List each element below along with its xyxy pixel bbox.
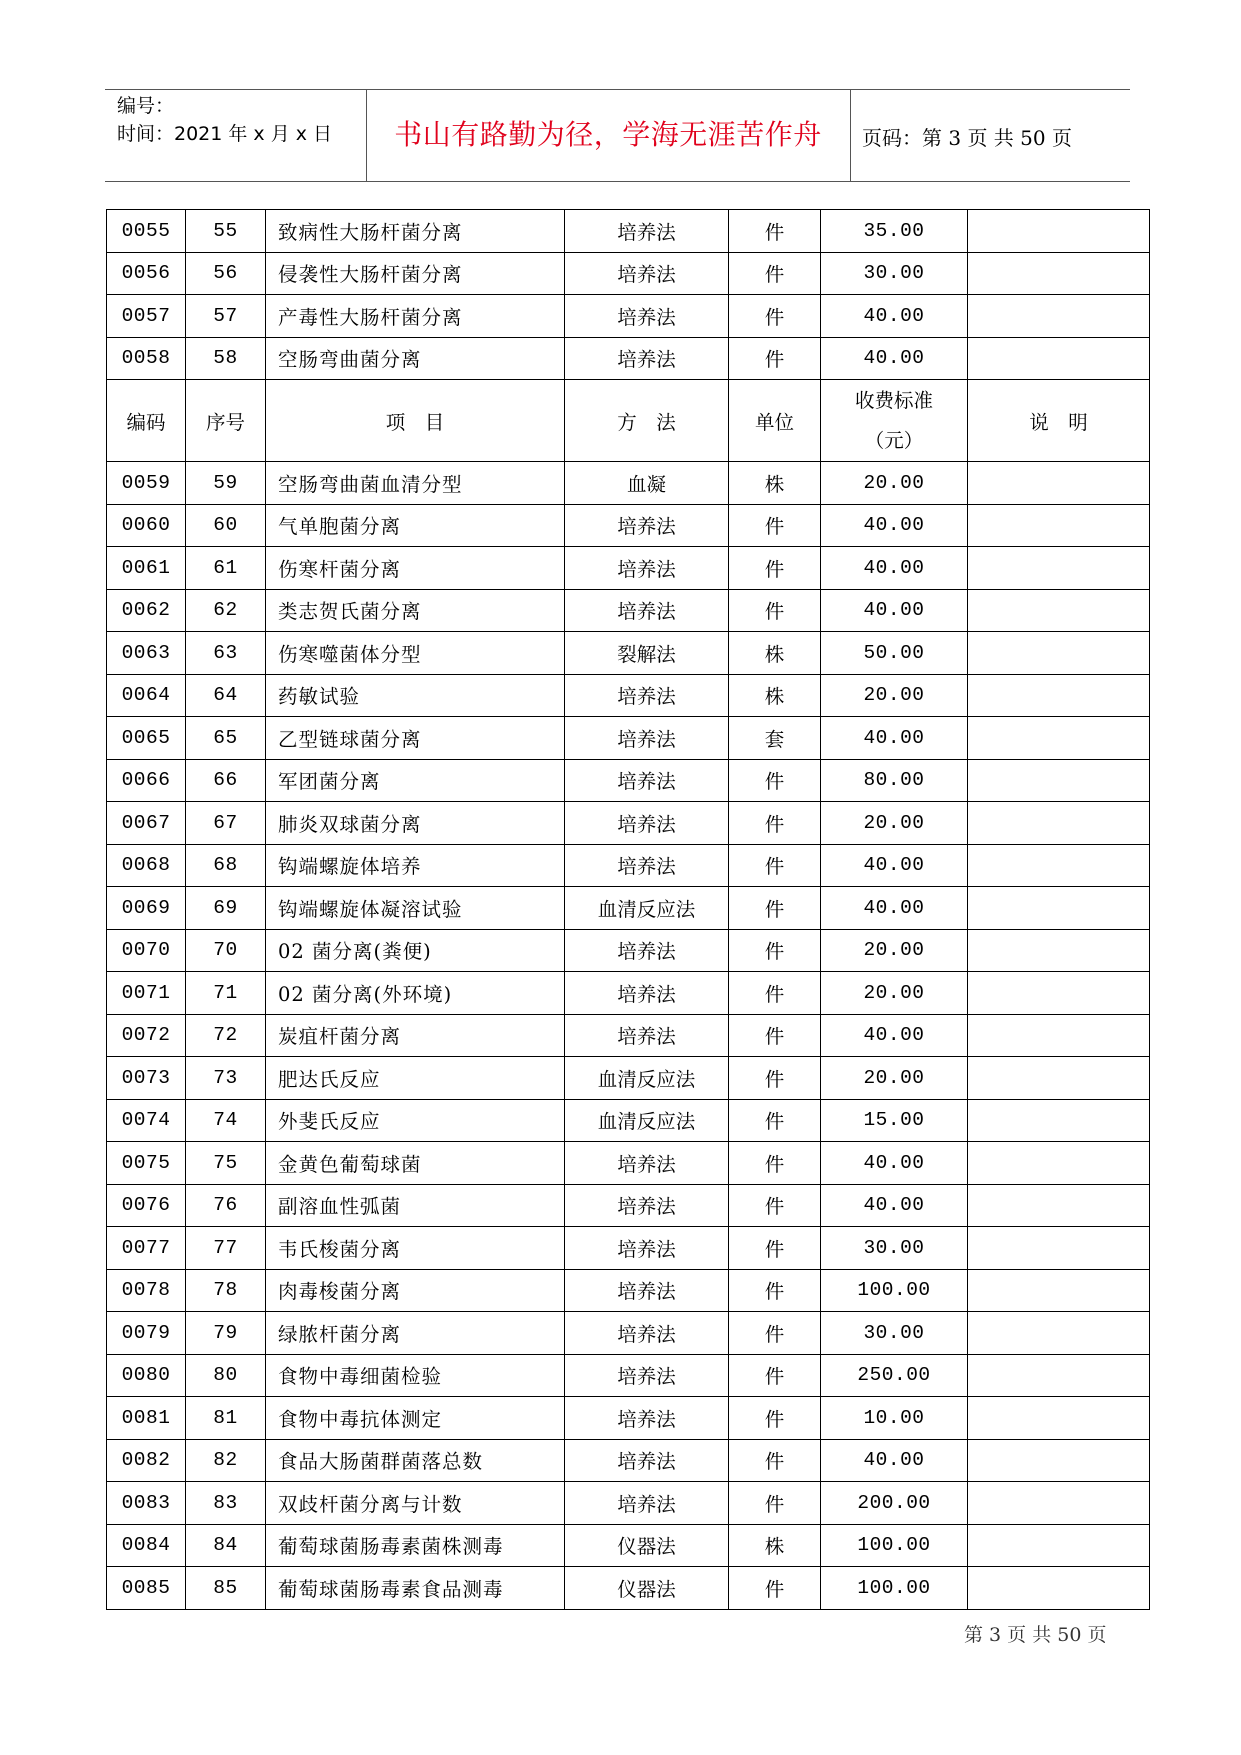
cell-seq: 59: [186, 462, 266, 505]
cell-method: 培养法: [565, 1354, 729, 1397]
table-row: [107, 1354, 1150, 1397]
cell-seq: 75: [186, 1142, 266, 1185]
cell-method: 培养法: [565, 674, 729, 717]
table-row: [107, 1524, 1150, 1567]
cell-note: [968, 844, 1150, 887]
table-row: [107, 1057, 1150, 1100]
cell-fee: 80.00: [821, 759, 968, 802]
cell-seq: 69: [186, 887, 266, 930]
cell-unit: 件: [729, 1142, 821, 1185]
cell-seq: 60: [186, 504, 266, 547]
cell-item: 军团菌分离: [266, 759, 565, 802]
cell-fee: 100.00: [821, 1567, 968, 1610]
cell-seq: 55: [186, 210, 266, 253]
cell-item: 食物中毒细菌检验: [266, 1354, 565, 1397]
cell-unit: 件: [729, 887, 821, 930]
cell-method: 培养法: [565, 1269, 729, 1312]
cell-code: 0062: [107, 589, 186, 632]
cell-code: 0074: [107, 1099, 186, 1142]
fee-table: [106, 209, 1150, 1610]
cell-unit: 件: [729, 295, 821, 338]
cell-fee: 35.00: [821, 210, 968, 253]
cell-note: [968, 295, 1150, 338]
cell-code: 0080: [107, 1354, 186, 1397]
cell-note: [968, 462, 1150, 505]
cell-note: [968, 1312, 1150, 1355]
cell-fee: 30.00: [821, 1227, 968, 1270]
cell-seq: 79: [186, 1312, 266, 1355]
col-header-code: 编码: [107, 380, 186, 462]
cell-unit: 株: [729, 1524, 821, 1567]
cell-method: 血清反应法: [565, 1099, 729, 1142]
cell-code: 0058: [107, 337, 186, 380]
cell-fee: 200.00: [821, 1482, 968, 1525]
cell-seq: 82: [186, 1439, 266, 1482]
cell-seq: 63: [186, 632, 266, 675]
cell-fee: 40.00: [821, 1014, 968, 1057]
cell-method: 仪器法: [565, 1524, 729, 1567]
cell-unit: 件: [729, 929, 821, 972]
cell-method: 培养法: [565, 1142, 729, 1185]
table-body-top: [107, 210, 1150, 380]
col-header-method-text: 方 法: [617, 410, 676, 434]
cell-seq: 85: [186, 1567, 266, 1610]
number-label: 编号：: [117, 95, 175, 117]
table-row: [107, 1439, 1150, 1482]
cell-seq: 74: [186, 1099, 266, 1142]
cell-item: 钩端螺旋体凝溶试验: [266, 887, 565, 930]
cell-note: [968, 887, 1150, 930]
cell-item: 外斐氏反应: [266, 1099, 565, 1142]
table-row: [107, 1184, 1150, 1227]
cell-unit: 套: [729, 717, 821, 760]
cell-method: 血凝: [565, 462, 729, 505]
cell-item: 空肠弯曲菌分离: [266, 337, 565, 380]
cell-code: 0069: [107, 887, 186, 930]
cell-method: 培养法: [565, 1184, 729, 1227]
cell-unit: 件: [729, 802, 821, 845]
cell-fee: 250.00: [821, 1354, 968, 1397]
cell-note: [968, 1397, 1150, 1440]
cell-note: [968, 1354, 1150, 1397]
cell-unit: 件: [729, 1397, 821, 1440]
cell-note: [968, 802, 1150, 845]
cell-item: 葡萄球菌肠毒素菌株测毒: [266, 1524, 565, 1567]
cell-method: 培养法: [565, 210, 729, 253]
cell-fee: 40.00: [821, 504, 968, 547]
cell-unit: 株: [729, 462, 821, 505]
cell-fee: 100.00: [821, 1524, 968, 1567]
cell-note: [968, 1014, 1150, 1057]
cell-note: [968, 1227, 1150, 1270]
table-row: [107, 844, 1150, 887]
cell-unit: 件: [729, 1354, 821, 1397]
cell-item: 气单胞菌分离: [266, 504, 565, 547]
cell-item: 食品大肠菌群菌落总数: [266, 1439, 565, 1482]
cell-item: 肺炎双球菌分离: [266, 802, 565, 845]
cell-unit: 件: [729, 1269, 821, 1312]
cell-method: 血清反应法: [565, 1057, 729, 1100]
cell-item: 侵袭性大肠杆菌分离: [266, 252, 565, 295]
table-row: [107, 295, 1150, 338]
cell-code: 0077: [107, 1227, 186, 1270]
cell-note: [968, 1524, 1150, 1567]
table-row: [107, 504, 1150, 547]
cell-note: [968, 547, 1150, 590]
cell-item: 钩端螺旋体培养: [266, 844, 565, 887]
cell-item: 炭疽杆菌分离: [266, 1014, 565, 1057]
cell-seq: 72: [186, 1014, 266, 1057]
table-row: [107, 929, 1150, 972]
cell-method: 培养法: [565, 589, 729, 632]
header-top-rule: [105, 89, 1130, 90]
cell-method: 血清反应法: [565, 887, 729, 930]
cell-code: 0070: [107, 929, 186, 972]
cell-item: 肉毒梭菌分离: [266, 1269, 565, 1312]
cell-seq: 73: [186, 1057, 266, 1100]
cell-item: 药敏试验: [266, 674, 565, 717]
cell-fee: 20.00: [821, 1057, 968, 1100]
cell-item: 食物中毒抗体测定: [266, 1397, 565, 1440]
col-header-method: [565, 380, 729, 462]
table-row: [107, 1227, 1150, 1270]
col-header-fee: [821, 380, 968, 462]
col-header-unit: 单位: [729, 380, 821, 462]
table-row: [107, 1482, 1150, 1525]
cell-item: 02 菌分离(外环境): [266, 972, 565, 1015]
cell-code: 0073: [107, 1057, 186, 1100]
cell-note: [968, 1439, 1150, 1482]
cell-note: [968, 210, 1150, 253]
cell-fee: 40.00: [821, 1439, 968, 1482]
cell-method: 培养法: [565, 1227, 729, 1270]
table-row: [107, 589, 1150, 632]
col-header-fee-line2: （元）: [864, 428, 924, 452]
table-row: [107, 717, 1150, 760]
cell-seq: 81: [186, 1397, 266, 1440]
cell-note: [968, 337, 1150, 380]
cell-note: [968, 1142, 1150, 1185]
cell-code: 0082: [107, 1439, 186, 1482]
cell-seq: 70: [186, 929, 266, 972]
table-row: [107, 887, 1150, 930]
table-header-row-group: [107, 380, 1150, 462]
table-row: [107, 1269, 1150, 1312]
cell-seq: 64: [186, 674, 266, 717]
cell-fee: 30.00: [821, 1312, 968, 1355]
table-row: [107, 1567, 1150, 1610]
cell-method: 培养法: [565, 1482, 729, 1525]
cell-item: 副溶血性弧菌: [266, 1184, 565, 1227]
cell-code: 0068: [107, 844, 186, 887]
cell-code: 0085: [107, 1567, 186, 1610]
cell-fee: 40.00: [821, 337, 968, 380]
col-header-item: [266, 380, 565, 462]
cell-seq: 56: [186, 252, 266, 295]
cell-code: 0078: [107, 1269, 186, 1312]
cell-method: 培养法: [565, 717, 729, 760]
table-row: [107, 632, 1150, 675]
cell-seq: 71: [186, 972, 266, 1015]
cell-unit: 件: [729, 504, 821, 547]
table-row: [107, 1312, 1150, 1355]
cell-code: 0075: [107, 1142, 186, 1185]
cell-fee: 20.00: [821, 674, 968, 717]
cell-fee: 40.00: [821, 589, 968, 632]
table-row: [107, 972, 1150, 1015]
cell-method: 培养法: [565, 252, 729, 295]
cell-code: 0071: [107, 972, 186, 1015]
cell-item: 空肠弯曲菌血清分型: [266, 462, 565, 505]
cell-code: 0083: [107, 1482, 186, 1525]
cell-method: 培养法: [565, 1397, 729, 1440]
cell-unit: 件: [729, 1482, 821, 1525]
cell-seq: 61: [186, 547, 266, 590]
cell-code: 0065: [107, 717, 186, 760]
cell-seq: 80: [186, 1354, 266, 1397]
cell-method: 培养法: [565, 1312, 729, 1355]
cell-code: 0066: [107, 759, 186, 802]
cell-item: 金黄色葡萄球菌: [266, 1142, 565, 1185]
cell-item: 类志贺氏菌分离: [266, 589, 565, 632]
table-row: [107, 210, 1150, 253]
cell-seq: 65: [186, 717, 266, 760]
cell-unit: 件: [729, 1567, 821, 1610]
cell-fee: 100.00: [821, 1269, 968, 1312]
cell-method: 培养法: [565, 547, 729, 590]
cell-code: 0061: [107, 547, 186, 590]
cell-unit: 株: [729, 632, 821, 675]
header-meta: [117, 92, 332, 148]
cell-unit: 件: [729, 1439, 821, 1482]
cell-note: [968, 1057, 1150, 1100]
cell-item: 肥达氏反应: [266, 1057, 565, 1100]
time-label: 时间：2021 年 x 月 x 日: [117, 123, 333, 145]
cell-unit: 件: [729, 1057, 821, 1100]
cell-seq: 67: [186, 802, 266, 845]
table-row: [107, 674, 1150, 717]
table-row: [107, 802, 1150, 845]
cell-unit: 件: [729, 589, 821, 632]
cell-method: 裂解法: [565, 632, 729, 675]
cell-seq: 58: [186, 337, 266, 380]
cell-fee: 10.00: [821, 1397, 968, 1440]
cell-note: [968, 632, 1150, 675]
cell-code: 0057: [107, 295, 186, 338]
cell-code: 0084: [107, 1524, 186, 1567]
cell-seq: 66: [186, 759, 266, 802]
cell-seq: 68: [186, 844, 266, 887]
cell-item: 产毒性大肠杆菌分离: [266, 295, 565, 338]
table-row: [107, 1014, 1150, 1057]
cell-fee: 40.00: [821, 844, 968, 887]
cell-unit: 件: [729, 1184, 821, 1227]
cell-code: 0064: [107, 674, 186, 717]
cell-note: [968, 1567, 1150, 1610]
cell-seq: 77: [186, 1227, 266, 1270]
cell-code: 0067: [107, 802, 186, 845]
cell-item: 双歧杆菌分离与计数: [266, 1482, 565, 1525]
cell-fee: 40.00: [821, 717, 968, 760]
cell-code: 0060: [107, 504, 186, 547]
cell-fee: 40.00: [821, 887, 968, 930]
cell-note: [968, 1482, 1150, 1525]
cell-method: 培养法: [565, 802, 729, 845]
cell-seq: 83: [186, 1482, 266, 1525]
cell-method: 培养法: [565, 929, 729, 972]
cell-note: [968, 972, 1150, 1015]
cell-fee: 15.00: [821, 1099, 968, 1142]
cell-fee: 50.00: [821, 632, 968, 675]
cell-fee: 20.00: [821, 462, 968, 505]
cell-item: 伤寒噬菌体分型: [266, 632, 565, 675]
cell-unit: 件: [729, 1099, 821, 1142]
cell-item: 葡萄球菌肠毒素食品测毒: [266, 1567, 565, 1610]
cell-code: 0063: [107, 632, 186, 675]
cell-method: 培养法: [565, 1014, 729, 1057]
cell-code: 0072: [107, 1014, 186, 1057]
cell-unit: 件: [729, 1014, 821, 1057]
cell-item: 韦氏梭菌分离: [266, 1227, 565, 1270]
cell-code: 0056: [107, 252, 186, 295]
table-row: [107, 337, 1150, 380]
header-motto: 书山有路勤为径，学海无涯苦作舟: [394, 118, 822, 151]
cell-method: 培养法: [565, 844, 729, 887]
table-row: [107, 1142, 1150, 1185]
cell-item: 绿脓杆菌分离: [266, 1312, 565, 1355]
cell-note: [968, 717, 1150, 760]
col-header-note: 说 明: [968, 380, 1150, 462]
cell-fee: 20.00: [821, 802, 968, 845]
cell-item: 02 菌分离(粪便): [266, 929, 565, 972]
cell-method: 培养法: [565, 759, 729, 802]
cell-note: [968, 589, 1150, 632]
table-body-bottom: [107, 462, 1150, 1610]
cell-fee: 30.00: [821, 252, 968, 295]
col-header-item-text: 项 目: [385, 410, 445, 434]
col-header-seq: 序号: [186, 380, 266, 462]
cell-method: 培养法: [565, 295, 729, 338]
cell-fee: 20.00: [821, 929, 968, 972]
cell-unit: 件: [729, 1227, 821, 1270]
cell-unit: 件: [729, 252, 821, 295]
table-row: [107, 462, 1150, 505]
col-header-fee-line1: 收费标准: [854, 388, 933, 412]
cell-unit: 株: [729, 674, 821, 717]
cell-fee: 40.00: [821, 1184, 968, 1227]
cell-unit: 件: [729, 844, 821, 887]
table-row: [107, 1099, 1150, 1142]
table-row: [107, 1397, 1150, 1440]
cell-method: 培养法: [565, 1439, 729, 1482]
cell-code: 0055: [107, 210, 186, 253]
cell-unit: 件: [729, 210, 821, 253]
cell-note: [968, 252, 1150, 295]
cell-fee: 40.00: [821, 1142, 968, 1185]
cell-method: 培养法: [565, 972, 729, 1015]
cell-seq: 78: [186, 1269, 266, 1312]
cell-note: [968, 1184, 1150, 1227]
cell-note: [968, 504, 1150, 547]
cell-unit: 件: [729, 1312, 821, 1355]
cell-method: 培养法: [565, 504, 729, 547]
table-row: [107, 759, 1150, 802]
cell-seq: 84: [186, 1524, 266, 1567]
page-footer: 第 3 页 共 50 页: [964, 1624, 1107, 1646]
cell-code: 0081: [107, 1397, 186, 1440]
cell-fee: 40.00: [821, 295, 968, 338]
cell-unit: 件: [729, 972, 821, 1015]
cell-unit: 件: [729, 547, 821, 590]
cell-note: [968, 1099, 1150, 1142]
header-page-label: 页码：第 3 页 共 50 页: [862, 126, 1072, 150]
cell-unit: 件: [729, 337, 821, 380]
cell-note: [968, 759, 1150, 802]
cell-seq: 76: [186, 1184, 266, 1227]
cell-code: 0076: [107, 1184, 186, 1227]
cell-item: 乙型链球菌分离: [266, 717, 565, 760]
cell-seq: 62: [186, 589, 266, 632]
cell-seq: 57: [186, 295, 266, 338]
header-divider-right: [850, 89, 851, 181]
cell-note: [968, 674, 1150, 717]
cell-fee: 20.00: [821, 972, 968, 1015]
cell-method: 培养法: [565, 337, 729, 380]
cell-code: 0059: [107, 462, 186, 505]
cell-code: 0079: [107, 1312, 186, 1355]
table-header-row: [107, 380, 1150, 462]
cell-item: 致病性大肠杆菌分离: [266, 210, 565, 253]
header-bottom-rule: [105, 181, 1130, 182]
cell-note: [968, 929, 1150, 972]
cell-method: 仪器法: [565, 1567, 729, 1610]
cell-unit: 件: [729, 759, 821, 802]
table-row: [107, 547, 1150, 590]
cell-note: [968, 1269, 1150, 1312]
cell-item: 伤寒杆菌分离: [266, 547, 565, 590]
table-row: [107, 252, 1150, 295]
cell-fee: 40.00: [821, 547, 968, 590]
